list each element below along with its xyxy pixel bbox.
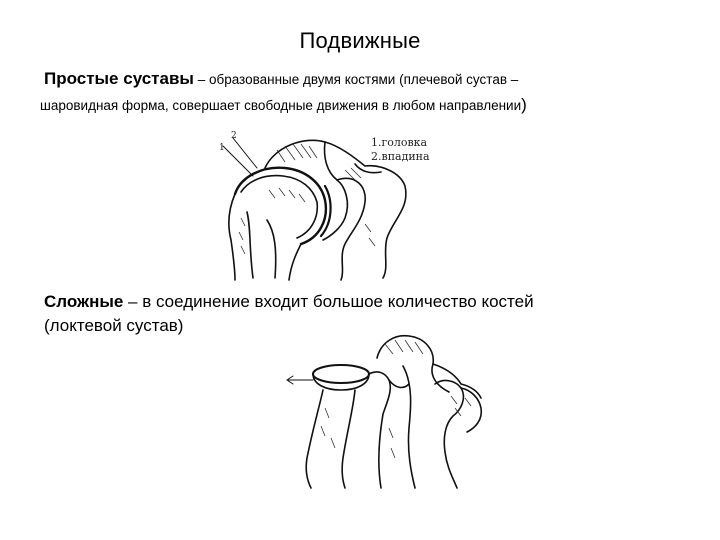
simple-joints-description-2: шаровидная форма, совершает свободные движения в любом направлении (40, 98, 522, 113)
shoulder-label-marker-2: 2 (231, 131, 237, 141)
complex-joints-text-2: (локтевой сустав) (44, 316, 184, 335)
simple-joints-term: Простые суставы (44, 69, 194, 88)
slide-title: Подвижные (299, 28, 421, 53)
simple-joints-line-1 (44, 66, 664, 92)
complex-joints-line-1 (44, 290, 684, 314)
shoulder-joint-illustration (205, 128, 445, 283)
simple-joints-description-1: образованные двумя костями (плечевой сустав – (208, 72, 519, 87)
simple-joints-line-2 (40, 92, 664, 118)
complex-joints-text-1: – в соединение входит большое количество костей (123, 292, 534, 311)
complex-joints-term: Сложные (44, 292, 124, 311)
shoulder-label-marker-1: 1 (219, 143, 225, 153)
simple-joints-dash: – (193, 72, 209, 87)
elbow-joint-illustration (285, 328, 495, 490)
shoulder-legend-1: 1.головка (371, 136, 428, 149)
simple-joints-paragraph (40, 66, 664, 118)
simple-joints-closing-bracket: ) (521, 95, 527, 114)
shoulder-legend-2: 2.впадина (371, 150, 430, 163)
